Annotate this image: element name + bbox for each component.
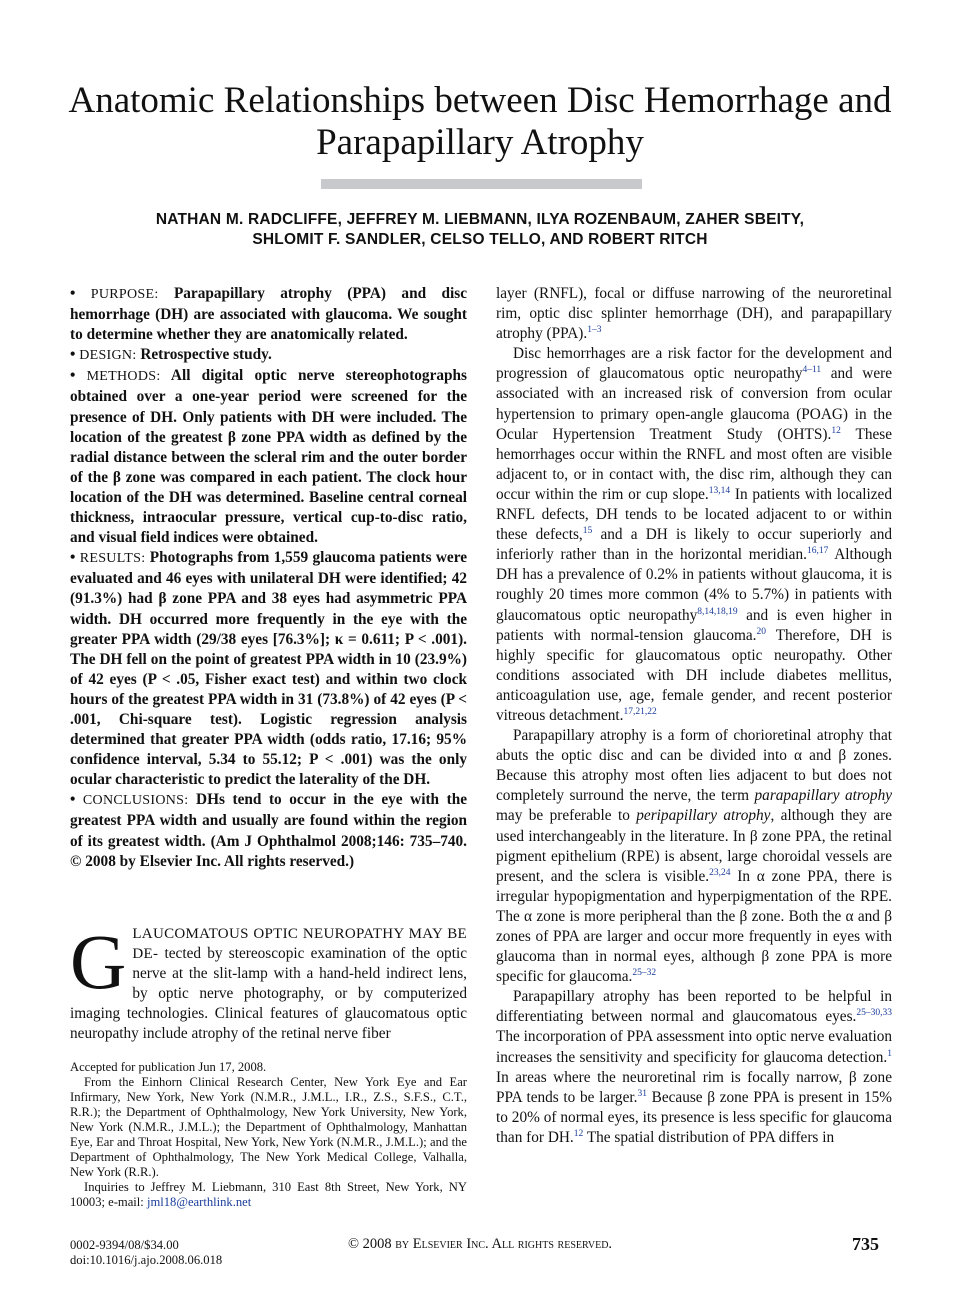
ref-link[interactable]: 13,14 — [708, 485, 731, 496]
design-text: Retrospective study. — [140, 346, 272, 364]
results-label: RESULTS: — [79, 551, 146, 567]
p3-text-a: Parapapillary atrophy is a form of chorioretinal atrophy that abuts the optic disc and can be divided into α and β zones. Because this atrophy most often lies adjacent to but does not completely surround the nerve, the term — [496, 727, 892, 805]
page-number: 735 — [852, 1234, 879, 1254]
article-title: Anatomic Relationships between Disc Hemorrhage and Parapapillary Atrophy — [68, 80, 892, 163]
ref-link[interactable]: 4–11 — [802, 365, 822, 376]
ref-link[interactable]: 17,21,22 — [623, 706, 657, 717]
intro-text: tected by stereoscopic examination of the optic nerve at the slit-lamp with a hand-held indirect lens, by optic nerve photography, or by computerized imaging technologies. Clinical features of glaucomatous optic neuropathy include atrophy of the retinal nerve fiber — [70, 945, 467, 1043]
design-label: DESIGN: — [79, 348, 137, 364]
intro-lead: LAUCOMATOUS OPTIC NEUROPATHY MAY BE DE- — [132, 926, 467, 963]
ref-link[interactable]: 8,14,18,19 — [697, 606, 738, 617]
p3-text-c: , although they are used interchangeably in the literature. In β zone PPA, the retinal pigment epithelium (RPE) is absent, large choroidal vessels are present, and the sclera is visible. — [496, 807, 893, 885]
abstract-citation: (Am J Ophthalmol 2008;146: 735–740. © 2008 by Elsevier Inc. All rights reserved.) — [70, 832, 467, 870]
doi: doi:10.1016/j.ajo.2008.06.018 — [70, 1253, 223, 1267]
p3-text-d: In α zone PPA, there is irregular hypopigmentation and hyperpigmentation of the RPE. The α zone is more peripheral than the β zone. Both the α and β zones of PPA are larger and occur more frequently in eyes with glaucoma than in normal eyes, although β zone PPA is more specific for glaucoma. — [496, 867, 893, 986]
p4-text-e: The spatial distribution of PPA differs in — [586, 1128, 835, 1146]
p2-text-g: and is even higher in patients with normal-tension glaucoma. — [496, 606, 892, 644]
abstract — [70, 284, 467, 872]
p2-text-d: In patients with localized RNFL defects, DH tends to be located adjacent to or within these defects, — [496, 485, 892, 544]
conclusions-label: CONCLUSIONS: — [82, 793, 189, 809]
title-divider — [321, 179, 642, 189]
ref-link[interactable]: 1 — [887, 1048, 892, 1059]
purpose-label: PURPOSE: — [90, 287, 159, 302]
correspondence — [70, 1180, 467, 1210]
methods-label: METHODS: — [86, 369, 161, 385]
methods-text: All digital optic nerve stereophotographs obtained over a one-year period were screened for the presence of DH. Only patients with DH were included. The location of the greatest β zone PPA width as defined by the radial distance between the scleral rim and the outer border of the β zone was compared in each patient. The clock hour location of the DH was determined. Baseline central corneal thickness, intraocular pressure, vertical cup-to-disc ratio, and visual field indices were obtained. — [70, 367, 467, 547]
inquiries-text: Inquiries to Jeffrey M. Liebmann, 310 East 8th Street, New York, NY 10003; e-mail: — [70, 1180, 467, 1209]
p2-text-c: These hemorrhages occur within the RNFL and most often are visible adjacent to, or in contact with, the disc rim, although they can occur within the rim or cup slope. — [496, 425, 892, 503]
p3-term-peripapillary: peripapillary atrophy — [636, 807, 771, 825]
copyright-text: © 2008 by Elsevier Inc. All rights reserved. — [347, 1236, 613, 1252]
abstract-methods: • METHODS: All digital optic nerve stereophotographs obtained over a one-year period were screened for the presence of DH. Only patients with DH were included. The location of the greatest β zone PPA width as defined by the radial distance between the scleral rim and the outer border of the β zone was compared in each patient. The clock hour location of the DH was determined. Baseline central corneal thickness, intraocular pressure, vertical cup-to-disc ratio, and visual field indices were obtained. — [70, 367, 467, 547]
drop-cap: G — [70, 918, 127, 1005]
intro-paragraph — [70, 918, 467, 1045]
p2-text-f: Although DH has a prevalence of 0.2% in patients without glaucoma, it is roughly 20 times more common (4% to 5.7%) in patients with glaucomatous optic neuropathy — [496, 546, 892, 624]
body-right-column — [496, 284, 892, 1148]
email-link[interactable]: jml18@earthlink.net — [146, 1195, 252, 1209]
p2-text-a: Disc hemorrhages are a risk factor for the development and progression of glaucomatous optic neuropathy — [496, 345, 892, 383]
ref-link[interactable]: 12 — [573, 1128, 584, 1139]
abstract-purpose: • PURPOSE: Parapapillary atrophy (PPA) and disc hemorrhage (DH) are associated with glaucoma. We sought to determine whether they are anatomically related. — [70, 285, 467, 344]
affiliations: From the Einhorn Clinical Research Center, New York Eye and Ear Infirmary, New York, New York (N.M.R., J.M.L., I.R., Z.S., S.F.S., C.T., R.R.); the Department of Ophthalmology, New York University, New York, New York (N.M.R., J.M.L.); the Department of Ophthalmology, Manhattan Eye, Ear and Throat Hospital, New York, New York (N.M.R., J.M.L.); and the Department of Ophthalmology, The New York Medical College, Valhalla, New York (R.R.). — [70, 1075, 467, 1179]
ref-link[interactable]: 1–3 — [587, 325, 602, 336]
accepted-date: Accepted for publication Jun 17, 2008. — [70, 1060, 267, 1074]
issn: 0002-9394/08/$34.00 — [70, 1238, 179, 1252]
abstract-results: • RESULTS: Photographs from 1,559 glaucoma patients were evaluated and 46 eyes with unilateral DH were identified; 42 (91.3%) had β zone PPA and 38 eyes had asymmetric PPA width. DH occurred more frequently in the eye with the greater PPA width (29/38 eyes [76.3%]; κ = 0.611; P < .001). The DH fell on the point of greatest PPA width in 10 (23.9%) of 42 eyes (P < .05, Fisher exact test) and within two clock hours of the greatest PPA width in 31 (73.8%) of 42 eyes (P < .001, Chi-square test). Logistic regression analysis determined that greater PPA width (odds ratio, 17.16; 95% confidence interval, 5.34 to 55.12; P < .001) was the only ocular characteristic to predict the laterality of the DH. — [70, 549, 468, 789]
author-list — [60, 210, 900, 250]
paragraph-1 — [496, 284, 892, 344]
ref-link[interactable]: 23,24 — [709, 867, 731, 878]
purpose-text: Parapapillary atrophy (PPA) and disc hemorrhage (DH) are associated with glaucoma. We sought to determine whether they are anatomically related. — [70, 285, 467, 344]
article-footnote — [70, 1060, 467, 1210]
p4-text-a: Parapapillary atrophy has been reported to be helpful in differentiating between normal and glaucomatous eyes. — [496, 988, 892, 1026]
ref-link[interactable]: 16,17 — [806, 546, 829, 557]
conclusions-text: DHs tend to occur in the eye with the greatest PPA width and usually are found within the region of its greatest width. — [70, 791, 467, 850]
ref-link[interactable]: 25–30,33 — [856, 1008, 892, 1019]
p4-text-c: In areas where the neuroretinal rim is focally narrow, β zone PPA tends to be larger. — [496, 1068, 892, 1106]
ref-link[interactable]: 20 — [756, 626, 767, 637]
p1-text: layer (RNFL), focal or diffuse narrowing of the neuroretinal rim, optic disc splinter hemorrhage (DH), and parapapillary atrophy (PPA). — [496, 285, 892, 343]
ref-link[interactable]: 25–32 — [632, 968, 657, 979]
p3-text-b: may be preferable to — [496, 807, 630, 825]
paragraph-4 — [496, 987, 892, 1148]
p2-text-e: and a DH is likely to occur superiorly and inferiorly rather than in the horizontal meridian. — [496, 526, 892, 564]
paragraph-2 — [496, 344, 892, 726]
ref-link[interactable]: 12 — [831, 425, 841, 436]
paragraph-3 — [496, 726, 892, 987]
p4-text-d: Because β zone PPA is present in 15% to 20% of normal eyes, its presence is less specific for glaucoma than for DH. — [496, 1088, 892, 1146]
p2-text-h: Therefore, DH is highly specific for glaucomatous optic neuropathy. Other conditions associated with DH include diabetes mellitus, anticoagulation use, age, female gender, and recent posterior vitreous detachment. — [496, 626, 892, 724]
ref-link[interactable]: 15 — [582, 526, 593, 537]
author-line-1: NATHAN M. RADCLIFFE, JEFFREY M. LIEBMANN, ILYA ROZENBAUM, ZAHER SBEITY, — [155, 211, 805, 228]
p3-term-parapapillary: parapapillary atrophy — [754, 787, 893, 805]
author-line-2: SHLOMIT F. SANDLER, CELSO TELLO, AND ROBERT RITCH — [252, 231, 708, 248]
p4-text-b: The incorporation of PPA assessment into optic nerve evaluation increases the sensitivity and specificity for glaucoma detection. — [496, 1028, 892, 1066]
abstract-design: • DESIGN: Retrospective study. — [70, 346, 272, 364]
abstract-conclusions: • CONCLUSIONS: DHs tend to occur in the eye with the greatest PPA width and usually are found within the region of its greatest width. (Am J Ophthalmol 2008;146: 735–740. © 2008 by Elsevier Inc. All rights reserved.) — [70, 791, 467, 870]
footer-copyright — [0, 1236, 960, 1253]
results-text: Photographs from 1,559 glaucoma patients were evaluated and 46 eyes with unilateral DH were identified; 42 (91.3%) had β zone PPA and 38 eyes had asymmetric PPA width. DH occurred more frequently in the eye with the greater PPA width (29/38 eyes [76.3%]; κ = 0.611; P < .001). The DH fell on the point of greatest PPA width in 10 (23.9%) of 42 eyes (P < .05, Fisher exact test) and within two clock hours of the greatest PPA width in 31 (73.8%) of 42 eyes (P < .001, Chi-square test). Logistic regression analysis determined that greater PPA width (odds ratio, 17.16; 95% confidence interval, 5.34 to 55.12; P < .001) was the only ocular characteristic to predict the laterality of the DH. — [70, 549, 468, 789]
p2-text-b: and were associated with an increased risk of conversion from ocular hypertension to primary open-angle glaucoma (POAG) in the Ocular Hypertension Treatment Study (OHTS). — [496, 365, 893, 443]
ref-link[interactable]: 31 — [637, 1088, 647, 1099]
